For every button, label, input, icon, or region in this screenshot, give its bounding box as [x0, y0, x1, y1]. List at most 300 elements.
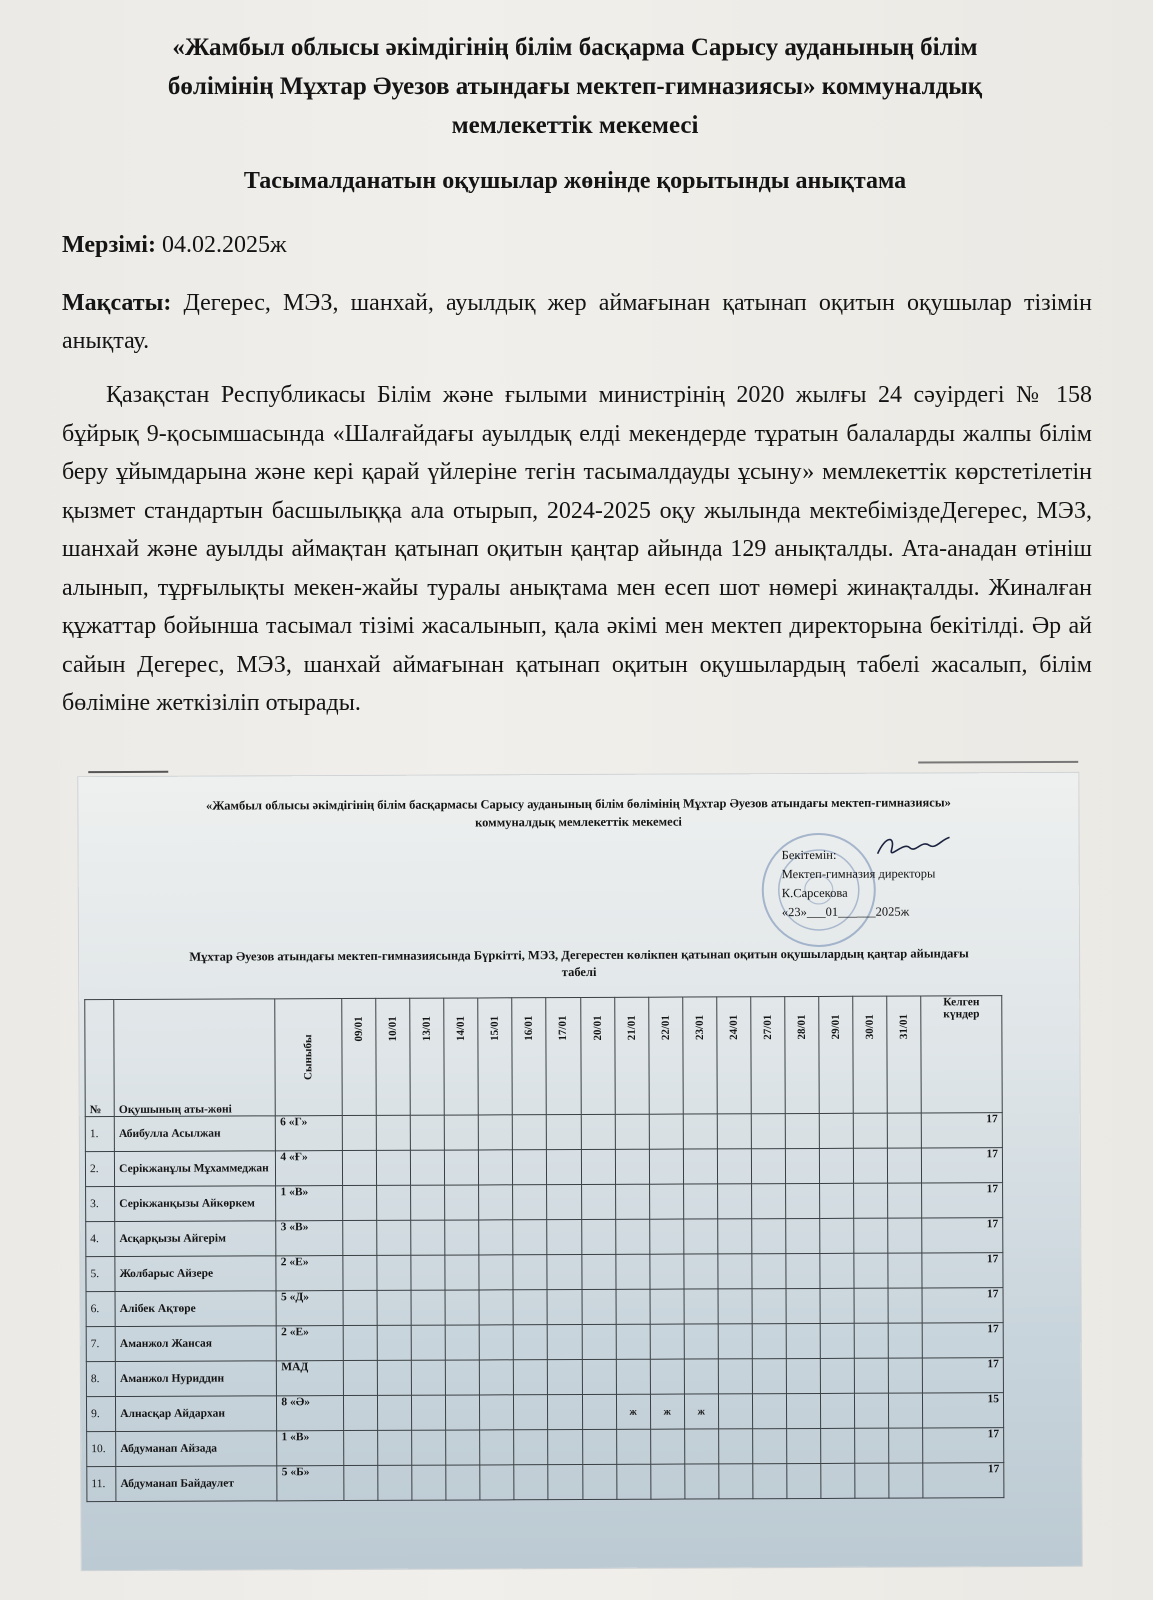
day-cell — [649, 1254, 683, 1289]
day-cell — [717, 1114, 751, 1149]
student-name: Абдуманап Байдаулет — [116, 1466, 277, 1502]
day-cell — [513, 1255, 547, 1290]
table-row — [86, 1323, 1003, 1362]
day-cell — [718, 1254, 752, 1289]
day-cell — [854, 1323, 888, 1358]
day-cell — [684, 1254, 718, 1289]
day-cell — [615, 1184, 649, 1219]
day-cell — [785, 1113, 819, 1148]
body-paragraph: Қазақстан Республикасы Білім және ғылыми министрінің 2020 жылғы 24 сәуірдегі № 158 бұйрық 9-қосымшасында «Шалғайдағы ауылдық елді мекендерде тұратын балаларды жалпы білім беру ұйымдарына және кері қарай үйлеріне тегін тасымалдауды ұсыну» мемлекеттік көрстетілетін қызмет стандартын басшылыққа ала отырып, 2024-2025 оқу жылында мектебімізде​Дегерес, МЭЗ, шанхай және ауылды аймақтан қатынап оқитын қаңтар айында 129 анықталды. Ата-анадан өтініш алынып, тұрғылықты мекен-жайы туралы анықтама мен есеп шот нөмері жинақталды. Жиналған құжаттар бойынша тасымал тізімі жасалынып, қала әкімі мен мектеп директорына бекітілді. Әр ай сайын Дегерес, МЭЗ, шанхай аймағынан қатынап оқитын оқушылардың табелі жасалып, білім бөліміне жеткізіліп отырады. — [62, 382, 1092, 716]
day-cell — [616, 1324, 650, 1359]
day-cell — [581, 1219, 615, 1254]
row-number: 9. — [86, 1397, 115, 1432]
day-cell — [547, 1184, 581, 1219]
days-attended: 17 — [922, 1183, 1003, 1218]
day-label: 20/01 — [591, 1015, 604, 1041]
day-cell — [889, 1428, 923, 1463]
day-cell: ж — [684, 1394, 718, 1429]
student-class: МАД — [277, 1361, 344, 1396]
table-row — [86, 1288, 1003, 1327]
day-cell — [480, 1430, 514, 1465]
sheet-header — [78, 793, 1078, 833]
day-label: 29/01 — [829, 1014, 842, 1040]
day-cell — [888, 1288, 922, 1323]
student-class: 2 «Е» — [277, 1326, 344, 1361]
day-label: 31/01 — [897, 1014, 911, 1040]
day-cell — [786, 1428, 820, 1463]
day-cell — [581, 1184, 615, 1219]
day-cell — [887, 1113, 921, 1148]
day-label: 09/01 — [352, 1016, 366, 1042]
day-cell — [376, 1115, 410, 1150]
day-cell — [582, 1324, 616, 1359]
day-cell — [887, 1148, 921, 1183]
day-cell — [343, 1255, 377, 1290]
day-cell — [616, 1429, 650, 1464]
row-number: 5. — [86, 1257, 115, 1292]
day-cell — [717, 1149, 751, 1184]
day-cell — [751, 1149, 785, 1184]
day-cell — [582, 1394, 616, 1429]
column-header-day — [785, 996, 820, 1113]
purpose-label: Мақсаты: — [62, 290, 172, 316]
student-name: Алнасқар Айдархан — [116, 1396, 277, 1432]
day-cell — [683, 1219, 717, 1254]
day-cell — [854, 1183, 888, 1218]
day-cell — [445, 1290, 479, 1325]
day-cell — [820, 1358, 854, 1393]
student-name: Алібек Ақтөре — [115, 1291, 276, 1327]
approve-name: К.Сарсекова — [781, 885, 848, 901]
day-cell — [445, 1185, 479, 1220]
attendance-table — [84, 995, 1004, 1502]
day-cell — [446, 1395, 480, 1430]
days-attended: 17 — [922, 1148, 1003, 1183]
sheet-title-line: Мұхтар Әуезов атындағы мектеп-гимназиясында Бүркітті, МЭЗ, Дегерестен көлікпен қатынап оқитын оқушылардың қаңтар айындағы — [189, 946, 969, 964]
column-header-day — [512, 998, 547, 1115]
student-class: 6 «Г» — [276, 1116, 343, 1151]
day-cell — [649, 1114, 683, 1149]
header-line: бөлімінің Мұхтар Әуезов атындағы мектеп-гимназиясы» коммуналдық — [167, 73, 983, 100]
column-header-class-text: Сыныбы — [302, 1034, 315, 1080]
student-name: Асқарқызы Айгерім — [115, 1221, 276, 1257]
day-cell — [855, 1428, 889, 1463]
day-cell — [581, 1149, 615, 1184]
day-cell — [786, 1323, 820, 1358]
column-header-day — [682, 997, 717, 1114]
day-cell — [581, 1254, 615, 1289]
day-cell — [412, 1395, 446, 1430]
day-cell — [343, 1360, 377, 1395]
day-cell — [479, 1325, 513, 1360]
student-name: Жолбарыс Айзере — [115, 1256, 276, 1292]
day-cell — [514, 1395, 548, 1430]
day-cell — [684, 1324, 718, 1359]
table-row — [86, 1253, 1003, 1292]
day-cell — [786, 1393, 820, 1428]
column-header-number: № — [85, 1000, 115, 1117]
day-cell — [616, 1359, 650, 1394]
day-cell — [377, 1360, 411, 1395]
day-label: 21/01 — [625, 1015, 638, 1041]
column-header-day — [853, 996, 888, 1113]
day-cell — [343, 1185, 377, 1220]
day-cell — [683, 1184, 717, 1219]
student-class: 1 «В» — [276, 1186, 343, 1221]
day-label: 27/01 — [761, 1014, 774, 1040]
day-cell — [582, 1429, 616, 1464]
day-label: 10/01 — [386, 1016, 400, 1042]
day-cell — [650, 1289, 684, 1324]
column-header-day — [546, 997, 581, 1114]
day-cell — [820, 1253, 854, 1288]
date-value: 04.02.2025ж — [161, 232, 287, 258]
student-name: Аманжол Нуриддин — [115, 1361, 276, 1397]
day-cell — [445, 1220, 479, 1255]
day-cell — [411, 1150, 445, 1185]
day-cell — [615, 1114, 649, 1149]
day-cell — [717, 1184, 751, 1219]
student-class: 5 «Д» — [276, 1291, 343, 1326]
day-cell — [547, 1114, 581, 1149]
day-cell — [582, 1464, 616, 1499]
column-header-day — [648, 997, 683, 1114]
day-cell — [854, 1288, 888, 1323]
day-cell — [615, 1219, 649, 1254]
day-cell — [888, 1218, 922, 1253]
day-cell — [412, 1465, 446, 1500]
day-label: 16/01 — [523, 1015, 536, 1041]
day-cell — [547, 1254, 581, 1289]
day-cell — [821, 1463, 855, 1498]
day-cell — [820, 1288, 854, 1323]
sheet-header-line: «Жамбыл облысы әкімдігінің білім басқармасы Сарысу ауданының білім бөлімінің Мұхтар Әуезов атындағы мектеп-гимназиясы» — [205, 795, 951, 813]
day-cell — [377, 1255, 411, 1290]
day-cell — [513, 1150, 547, 1185]
approval-block — [782, 845, 1042, 922]
day-label: 22/01 — [659, 1015, 672, 1041]
table-row — [86, 1183, 1003, 1222]
day-cell — [412, 1430, 446, 1465]
day-cell — [853, 1113, 887, 1148]
day-cell — [514, 1430, 548, 1465]
day-cell — [377, 1220, 411, 1255]
day-cell — [854, 1253, 888, 1288]
day-cell — [548, 1359, 582, 1394]
day-cell — [821, 1428, 855, 1463]
column-header-day — [819, 996, 854, 1113]
day-cell — [820, 1218, 854, 1253]
date-line — [62, 232, 287, 259]
column-header-day — [478, 998, 513, 1115]
day-cell — [718, 1394, 752, 1429]
day-cell — [446, 1360, 480, 1395]
day-cell — [378, 1465, 412, 1500]
purpose-text: Дегерес, МЭЗ, шанхай, ауылдық жер аймағынан қатынап оқитын оқушылар тізімін анықтау. — [62, 290, 1093, 354]
day-cell — [684, 1464, 718, 1499]
day-cell — [649, 1219, 683, 1254]
day-cell — [854, 1218, 888, 1253]
day-cell — [514, 1325, 548, 1360]
day-cell — [343, 1220, 377, 1255]
day-cell — [411, 1220, 445, 1255]
day-cell — [411, 1325, 445, 1360]
day-label: 15/01 — [489, 1015, 502, 1041]
table-header-row — [85, 996, 1003, 1117]
day-cell — [649, 1149, 683, 1184]
table-row — [85, 1113, 1002, 1152]
days-attended: 15 — [923, 1393, 1004, 1428]
day-cell — [513, 1185, 547, 1220]
day-cell — [786, 1253, 820, 1288]
day-cell — [650, 1429, 684, 1464]
day-cell — [751, 1114, 785, 1149]
day-cell — [650, 1464, 684, 1499]
student-class: 2 «Е» — [276, 1256, 343, 1291]
divider — [918, 761, 1078, 764]
day-label: 23/01 — [693, 1014, 706, 1041]
days-attended: 17 — [922, 1253, 1003, 1288]
student-class: 4 «Ғ» — [276, 1151, 343, 1186]
day-cell — [819, 1183, 853, 1218]
approve-date: «23»___01______2025ж — [781, 904, 910, 920]
day-cell — [582, 1359, 616, 1394]
sheet-title-line: табелі — [561, 964, 597, 980]
day-cell — [649, 1184, 683, 1219]
row-number: 8. — [86, 1362, 115, 1397]
day-cell — [446, 1465, 480, 1500]
day-label: 14/01 — [455, 1015, 468, 1042]
column-header-day — [444, 998, 479, 1115]
day-cell — [343, 1325, 377, 1360]
day-cell — [683, 1149, 717, 1184]
day-cell — [344, 1465, 378, 1500]
days-attended: 17 — [923, 1463, 1004, 1498]
document-header — [60, 28, 1090, 145]
day-cell — [853, 1148, 887, 1183]
day-cell — [684, 1289, 718, 1324]
day-cell — [411, 1255, 445, 1290]
day-cell — [752, 1359, 786, 1394]
day-cell — [547, 1219, 581, 1254]
day-cell — [888, 1323, 922, 1358]
day-cell — [411, 1290, 445, 1325]
day-cell — [445, 1115, 479, 1150]
table-row — [87, 1463, 1004, 1502]
day-cell — [446, 1430, 480, 1465]
day-label: 24/01 — [727, 1014, 740, 1040]
header-line: мемлекеттік мекемесі — [451, 112, 699, 139]
day-cell — [547, 1149, 581, 1184]
day-cell — [342, 1150, 376, 1185]
day-cell — [888, 1183, 922, 1218]
day-cell: ж — [650, 1394, 684, 1429]
day-cell — [717, 1219, 751, 1254]
days-attended: 17 — [922, 1358, 1003, 1393]
day-cell — [819, 1113, 853, 1148]
day-cell — [616, 1464, 650, 1499]
day-cell — [513, 1290, 547, 1325]
day-cell — [786, 1358, 820, 1393]
day-cell — [889, 1393, 923, 1428]
day-cell — [819, 1148, 853, 1183]
day-cell — [479, 1290, 513, 1325]
table-row — [86, 1358, 1003, 1397]
day-cell — [513, 1115, 547, 1150]
day-cell — [650, 1359, 684, 1394]
day-cell — [752, 1394, 786, 1429]
day-cell — [718, 1289, 752, 1324]
attached-timesheet-photo — [78, 773, 1081, 1570]
row-number: 2. — [85, 1152, 114, 1187]
day-cell — [718, 1429, 752, 1464]
day-cell — [479, 1185, 513, 1220]
day-cell — [479, 1220, 513, 1255]
day-cell — [377, 1185, 411, 1220]
day-cell — [752, 1429, 786, 1464]
day-cell — [889, 1463, 923, 1498]
day-cell — [342, 1115, 376, 1150]
days-attended: 17 — [922, 1218, 1003, 1253]
approve-label: Бекітемін: — [781, 847, 837, 863]
table-row — [85, 1148, 1002, 1187]
table-row — [87, 1428, 1004, 1467]
day-cell — [615, 1254, 649, 1289]
day-cell — [548, 1464, 582, 1499]
day-label: 28/01 — [795, 1014, 808, 1040]
divider — [88, 771, 168, 773]
column-header-day — [342, 998, 377, 1115]
student-name: Серікжанқызы Айкөркем — [115, 1186, 276, 1222]
day-cell — [752, 1289, 786, 1324]
student-name: Абдуманап Айзада — [116, 1431, 277, 1467]
day-cell — [854, 1358, 888, 1393]
day-cell — [480, 1395, 514, 1430]
day-cell — [616, 1289, 650, 1324]
column-header-total: Келген күндер — [921, 996, 1002, 1113]
day-cell — [718, 1324, 752, 1359]
days-attended: 17 — [922, 1323, 1003, 1358]
day-cell — [548, 1429, 582, 1464]
row-number: 10. — [87, 1432, 116, 1467]
day-cell — [786, 1218, 820, 1253]
column-header-day — [716, 997, 751, 1114]
day-cell — [344, 1430, 378, 1465]
header-line: «Жамбыл облысы әкімдігінің білім басқарма Сарысу ауданының білім — [172, 34, 978, 61]
approve-position: Мектеп-гимназия директоры — [781, 866, 936, 882]
day-cell — [480, 1465, 514, 1500]
column-header-day — [410, 998, 445, 1115]
student-class: 5 «Б» — [277, 1466, 344, 1501]
day-label: 17/01 — [557, 1015, 570, 1041]
day-label: 30/01 — [863, 1014, 876, 1040]
day-cell — [820, 1393, 854, 1428]
day-cell — [650, 1324, 684, 1359]
day-cell — [514, 1360, 548, 1395]
student-class: 3 «В» — [276, 1221, 343, 1256]
day-cell — [514, 1465, 548, 1500]
day-cell — [752, 1324, 786, 1359]
day-cell — [752, 1219, 786, 1254]
table-row — [86, 1393, 1003, 1432]
day-cell — [787, 1463, 821, 1498]
row-number: 7. — [86, 1327, 115, 1362]
day-cell — [888, 1253, 922, 1288]
day-cell — [719, 1464, 753, 1499]
day-cell — [411, 1185, 445, 1220]
date-label: Мерзімі: — [62, 232, 156, 258]
day-cell — [378, 1395, 412, 1430]
column-header-name: Оқушының аты-жөні — [114, 999, 276, 1117]
day-cell — [377, 1150, 411, 1185]
column-header-day — [751, 997, 786, 1114]
table-row — [86, 1218, 1003, 1257]
row-number: 6. — [86, 1292, 115, 1327]
column-header-day — [376, 998, 411, 1115]
day-cell — [615, 1149, 649, 1184]
day-cell — [445, 1255, 479, 1290]
day-cell: ж — [616, 1394, 650, 1429]
day-cell — [547, 1289, 581, 1324]
day-cell — [751, 1184, 785, 1219]
day-cell — [445, 1150, 479, 1185]
column-header-day — [580, 997, 615, 1114]
day-cell — [377, 1290, 411, 1325]
days-attended: 17 — [921, 1113, 1002, 1148]
day-cell — [785, 1148, 819, 1183]
day-cell — [548, 1394, 582, 1429]
day-cell — [344, 1395, 378, 1430]
row-number: 3. — [86, 1187, 115, 1222]
days-attended: 17 — [923, 1428, 1004, 1463]
day-cell — [888, 1358, 922, 1393]
day-cell — [412, 1360, 446, 1395]
day-cell — [479, 1115, 513, 1150]
day-cell — [548, 1324, 582, 1359]
day-cell — [378, 1430, 412, 1465]
day-cell — [855, 1463, 889, 1498]
day-cell — [786, 1288, 820, 1323]
day-cell — [410, 1115, 444, 1150]
day-cell — [820, 1323, 854, 1358]
row-number: 1. — [85, 1117, 114, 1152]
day-cell — [377, 1325, 411, 1360]
sheet-header-line: коммуналдық мемлекеттік мекемесі — [475, 814, 682, 830]
column-header-day — [887, 996, 922, 1113]
day-cell — [683, 1114, 717, 1149]
day-cell — [753, 1464, 787, 1499]
day-cell — [582, 1289, 616, 1324]
student-name: Абибулла Асылжан — [114, 1116, 275, 1152]
column-header-day — [614, 997, 649, 1114]
student-class: 1 «В» — [277, 1431, 344, 1466]
day-cell — [854, 1393, 888, 1428]
day-label: 13/01 — [421, 1016, 434, 1042]
days-attended: 17 — [922, 1288, 1003, 1323]
student-name: Аманжол Жансая — [115, 1326, 276, 1362]
day-cell — [479, 1150, 513, 1185]
day-cell — [581, 1114, 615, 1149]
document-subtitle: Тасымалданатын оқушылар жөнінде қорытынды анықтама — [243, 168, 907, 194]
day-cell — [684, 1429, 718, 1464]
day-cell — [718, 1359, 752, 1394]
student-name: Серікжанұлы Мұхаммеджан — [115, 1151, 276, 1187]
day-cell — [513, 1220, 547, 1255]
day-cell — [343, 1290, 377, 1325]
row-number: 4. — [86, 1222, 115, 1257]
day-cell — [445, 1325, 479, 1360]
day-cell — [479, 1255, 513, 1290]
